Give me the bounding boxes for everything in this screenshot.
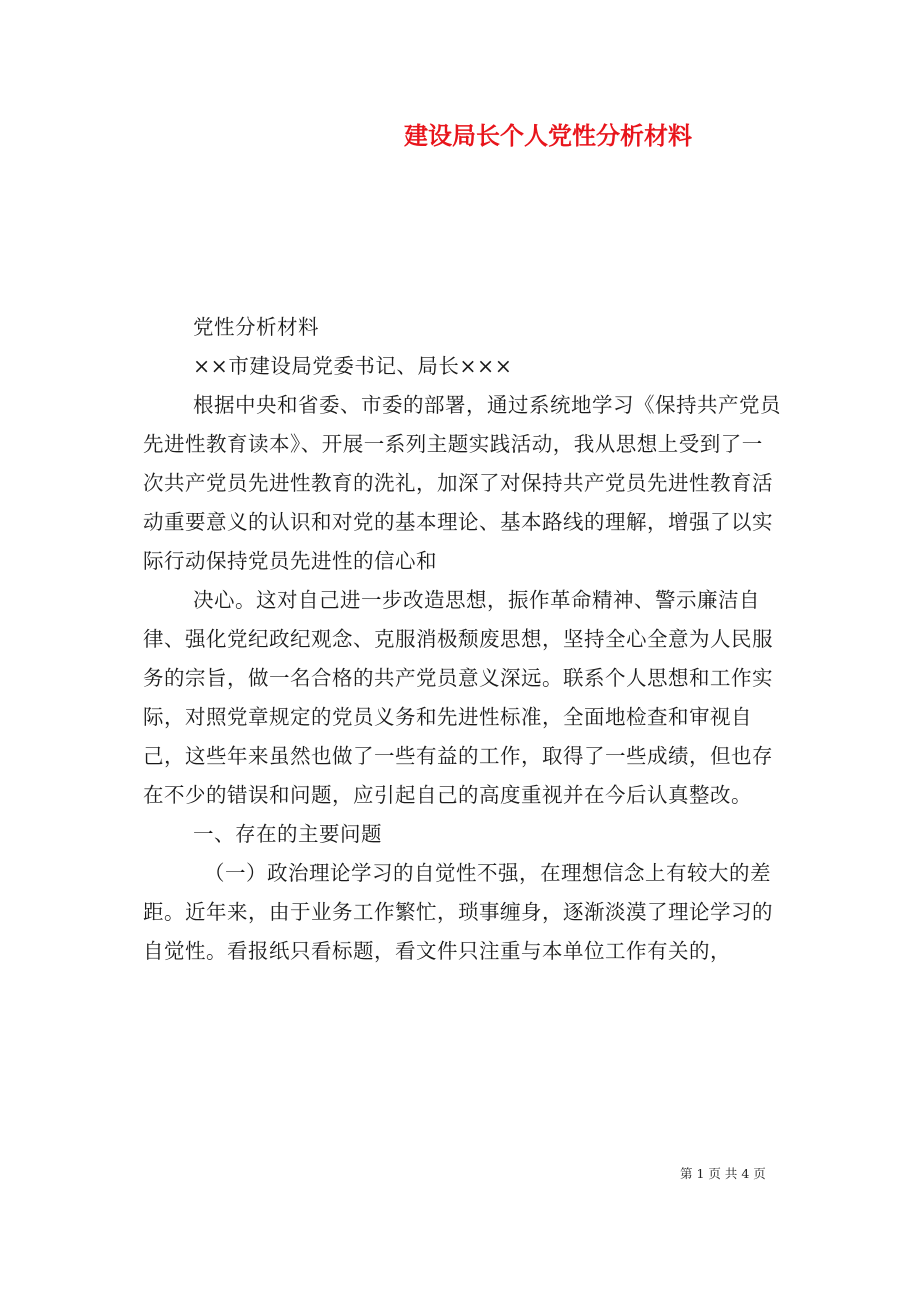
document-title: 建设局长个人党性分析材料: [404, 121, 692, 150]
paragraph-intro: 根据中央和省委、市委的部署，通过系统地学习《保持共产党员先进性教育读本》、开展一系列主题实践活动，我从思想上受到了一次共产党员先进性教育的洗礼，加深了对保持共产党员先进性教育活动重要意义的认识和对党的基本理论、基本路线的理解，增强了以实际行动保持党员先进性的信心和: [143, 393, 781, 573]
section-heading: 一、存在的主要问题: [193, 822, 382, 846]
paragraph-heading: 党性分析材料: [193, 315, 319, 339]
paragraph-author: ××市建设局党委书记、局长×××: [193, 354, 513, 378]
page-footer: 第 1 页 共 4 页: [680, 1166, 766, 1181]
document-body: [143, 308, 783, 971]
paragraph-section-1: （一）政治理论学习的自觉性不强，在理想信念上有较大的差距。近年来，由于业务工作繁忙，琐事缠身，逐渐淡漠了理论学习的自觉性。看报纸只看标题，看文件只注重与本单位工作有关的，: [143, 861, 773, 963]
paragraph-continuation: 决心。这对自己进一步改造思想，振作革命精神、警示廉洁自律、强化党纪政纪观念、克服消极颓废思想，坚持全心全意为人民服务的宗旨，做一名合格的共产党员意义深远。联系个人思想和工作实际，对照党章规定的党员义务和先进性标准，全面地检查和审视自己，这些年来虽然也做了一些有益的工作，取得了一些成绩，但也存在不少的错误和问题，应引起自己的高度重视并在今后认真整改。: [143, 588, 773, 807]
